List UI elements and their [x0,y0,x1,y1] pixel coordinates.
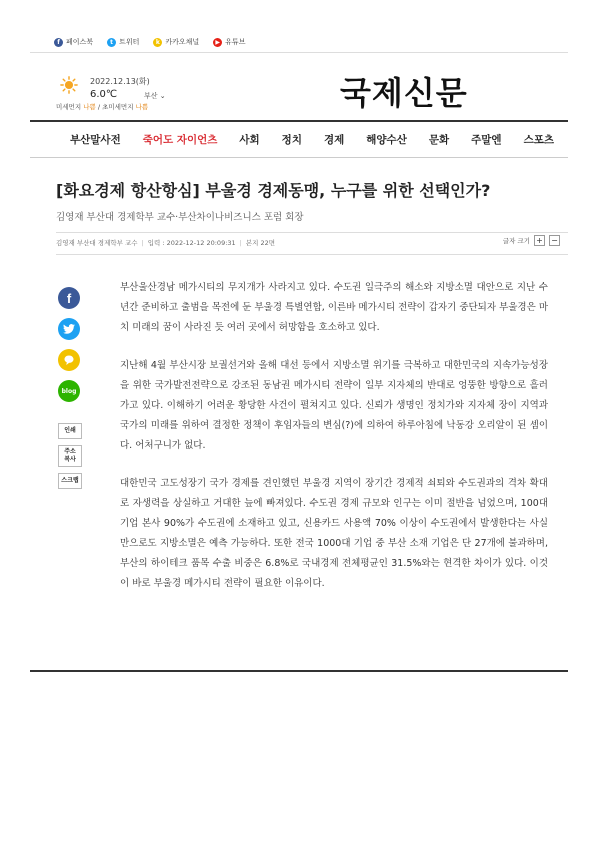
nav-item[interactable]: 해양수산 [366,134,407,146]
social-facebook-link[interactable] [54,37,93,47]
article-paper-page: 본지 22면 [245,239,276,247]
youtube-icon: ▶ [213,38,222,47]
social-twitter-link[interactable] [107,37,139,47]
nav-item[interactable]: 사회 [239,134,260,146]
font-increase-button[interactable]: + [534,235,545,246]
divider [30,670,568,672]
divider [30,52,568,53]
kakao-icon: k [153,38,162,47]
dust-value: 나쁨 [83,103,96,111]
social-label: 트위터 [119,38,140,46]
social-bar [54,34,568,50]
weather-temperature: 6.0℃ [90,89,118,100]
article-author: 김영재 부산대 경제학부 교수 [56,239,138,247]
nav-item[interactable]: 부산말사전 [70,134,121,146]
ultra-dust-value: 나쁨 [135,103,149,111]
print-button[interactable]: 인쇄 [58,423,82,439]
article-meta: 김영재 부산대 경제학부 교수 | 입력 : 2022-12-12 20:09:31 | 본지 22면 [56,239,276,247]
article-subhead: 김영재 부산대 경제학부 교수·부산차이나비즈니스 포럼 회장 [56,212,304,223]
blog-share-icon[interactable]: blog [58,380,80,402]
social-kakao-link[interactable] [153,37,199,47]
font-decrease-button[interactable]: − [549,235,560,246]
nav-item-highlight[interactable]: 죽어도 자이언츠 [142,134,218,146]
facebook-share-icon[interactable]: f [58,287,80,309]
scrap-button[interactable]: 스크랩 [58,473,82,489]
weather-date: 2022.12.13(화) [90,77,150,86]
nav-item[interactable]: 스포츠 [523,134,555,146]
social-label: 페이스북 [66,38,94,46]
dust-separator: / [95,103,103,111]
font-size-control [503,235,560,246]
social-label: 카카오채널 [165,38,200,46]
weather-city-select[interactable]: 부산 ⌄ [144,92,166,100]
article-headline: [화요경제 항산항심] 부울경 경제동맹, 누구를 위한 선택인가? [56,181,491,200]
ultra-dust-label: 초미세먼지 [102,103,134,111]
article-body [120,278,548,612]
social-label: 유튜브 [225,38,246,46]
site-logo[interactable]: 국제신문 [340,74,468,112]
copy-url-label: 주소 복사 [64,448,76,463]
facebook-icon: f [54,38,63,47]
divider [56,254,568,255]
article-paragraph: 부산울산경남 메가시티의 무지개가 사라지고 있다. 수도권 일극주의 해소와 지방소멸 대안으로 지난 수년간 준비하고 출범을 목전에 둔 부울경 특별연합, 이른바 메가시티 전략이 갑자기 중단되자 부울경은 마치 미래의 꿈이 사라진 듯 여러 곳에서 허망함을 호소하고 있다. [120,282,548,333]
copy-url-button[interactable] [58,445,82,467]
sun-icon [60,76,78,94]
article-input-date: 입력 : 2022-12-12 20:09:31 [147,239,236,247]
social-youtube-link[interactable] [213,37,245,47]
share-sidebar [58,287,88,495]
twitter-share-icon[interactable] [58,318,80,340]
article-paragraph: 대한민국 고도성장기 국가 경제를 견인했던 부울경 지역이 장기간 경제적 쇠퇴와 수도권과의 격차 확대로 자생력을 상실하고 거대한 늪에 빠져있다. 수도권 경제 규모와 인구는 이미 절반을 넘었으며, 100대 기업 본사 90%가 수도권에 소재하고 있고, 신용카드 사용액 70% 이상이 수도권에서 발생한다는 사실만으로도 지방소멸은 예측 가능하다. 또한 전국 1000대 기업 중 부산 소재 기업은 단 27개에 불과하며, 부산의 하이테크 품목 수출 비중은 6.8%로 국내경제 전체평균인 31.5%와는 현격한 차이가 있다. 이것이 바로 부울경 메가시티 전략이 필요한 이유이다. [120,478,548,589]
kakao-share-icon[interactable] [58,349,80,371]
twitter-icon: t [107,38,116,47]
weather-widget [56,72,206,112]
dust-status [56,102,148,111]
dust-label: 미세먼지 [56,103,82,111]
font-size-label: 글자 크기 [502,237,530,245]
nav-item[interactable]: 경제 [323,134,345,146]
divider [56,232,568,233]
article-paragraph: 지난해 4월 부산시장 보궐선거와 올해 대선 등에서 지방소멸 위기를 극복하고 대한민국의 지속가능성장을 위한 국가발전전략으로 강조된 동남권 메가시티 전략이 일부 지자체의 반대로 엉뚱한 방향으로 흘러가고 있다. 이해하기 어려운 황당한 사건이 펼쳐지고 있다. 신뢰가 생명인 정치가와 지자체 장이 지역과 국가의 미래를 위하여 결정한 정책이 후임자들의 변심(?)에 의하여 하루아침에 낙동강 오리알이 된 셈이다. 어처구니가 없다. [120,360,548,451]
nav-item[interactable]: 주말엔 [471,134,502,146]
nav-item[interactable]: 정치 [281,134,302,146]
nav-item[interactable]: 문화 [428,134,450,146]
main-nav [30,120,568,158]
